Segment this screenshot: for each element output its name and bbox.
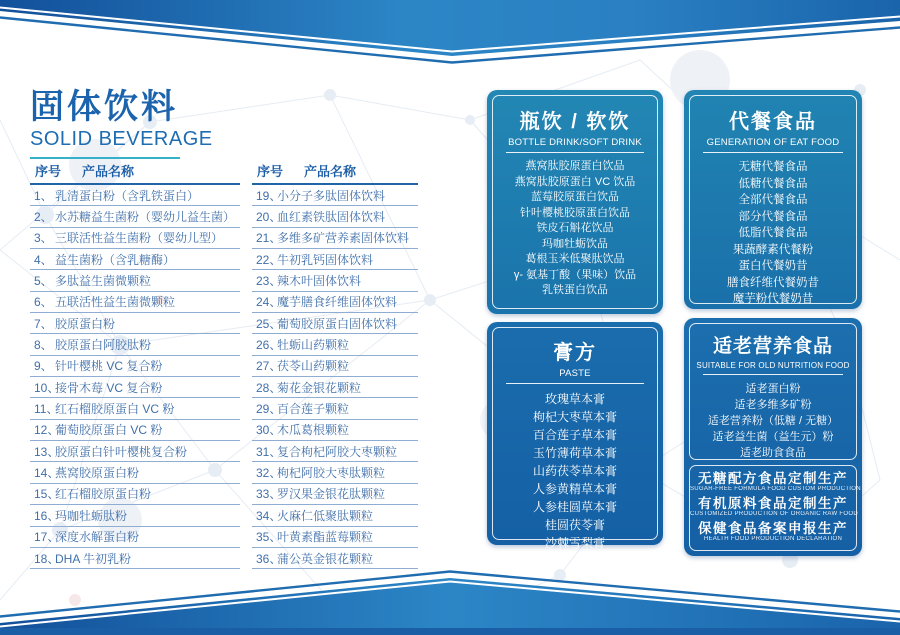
row-product-name: 多维多矿营养素固体饮料	[277, 231, 410, 246]
row-number: 24、	[256, 295, 282, 310]
row-number: 2、	[34, 210, 53, 225]
row-product-name: 火麻仁低聚肽颗粒	[277, 508, 374, 523]
product-table-column-1	[30, 161, 240, 569]
row-product-name: 辣木叶固体饮料	[277, 274, 362, 289]
table-row	[30, 505, 240, 526]
panel-item: 玛咖牡蛎饮品	[542, 237, 608, 250]
table-row	[30, 356, 240, 377]
table-row	[30, 249, 240, 270]
panel-item: 燕窝肽胶原蛋白 VC 饮品	[514, 175, 636, 188]
table-row	[252, 270, 418, 291]
table-row	[30, 292, 240, 313]
row-product-name: 叶黄素酯蓝莓颗粒	[277, 530, 374, 545]
table-row	[252, 441, 418, 462]
row-number: 11、	[34, 402, 59, 417]
table-row	[252, 313, 418, 334]
row-product-name: 木瓜葛根颗粒	[277, 423, 350, 438]
panel-subtitle: GENERATION OF EAT FOOD	[706, 137, 840, 148]
row-product-name: DHA 牛初乳粉	[55, 551, 132, 566]
panel-inner-box	[689, 95, 857, 304]
panel-item: 蓝莓胶原蛋白饮品	[531, 191, 619, 203]
column-header-number: 序号	[257, 164, 284, 179]
panel-item: 铁皮石斛花饮品	[536, 222, 614, 234]
row-product-name: 接骨木莓 VC 复合粉	[55, 380, 163, 395]
table-header	[30, 161, 240, 185]
row-number: 4、	[34, 252, 53, 267]
panel-title: 膏方	[553, 342, 597, 364]
row-number: 35、	[256, 530, 282, 545]
row-number: 25、	[256, 316, 282, 331]
panel-item: 百合莲子草本膏	[532, 428, 617, 442]
row-product-name: 燕窝胶原蛋白粉	[55, 466, 140, 481]
panel-item: 果蔬酵素代餐粉	[732, 243, 814, 256]
panel-inner-box	[492, 327, 658, 550]
row-product-name: 复合枸杞阿胶大枣颗粒	[277, 444, 398, 459]
table-row	[30, 334, 240, 355]
row-number: 15、	[34, 487, 60, 502]
row-product-name: 五联活性益生菌微颗粒	[55, 295, 176, 310]
row-number: 22、	[256, 252, 282, 267]
page-subtitle: SOLID BEVERAGE	[30, 128, 213, 150]
panel-divider	[506, 152, 644, 153]
row-number: 29、	[256, 402, 282, 417]
row-product-name: 乳清蛋白粉（含乳铁蛋白）	[55, 188, 200, 203]
panel-divider	[703, 374, 842, 375]
row-number: 9、	[34, 359, 53, 374]
row-product-name: 牡蛎山药颗粒	[277, 338, 350, 353]
table-row	[30, 441, 240, 462]
panel-item: 低脂代餐食品	[738, 227, 808, 239]
row-number: 5、	[34, 274, 53, 289]
row-product-name: 百合莲子颗粒	[277, 402, 350, 417]
table-row	[252, 505, 418, 526]
table-row	[252, 249, 418, 270]
row-number: 36、	[256, 551, 282, 566]
panel-item: 燕窝肽胶原蛋白饮品	[525, 160, 625, 172]
panel-item: 人参桂圆草本膏	[532, 500, 617, 514]
row-product-name: 胶原蛋白针叶樱桃复合粉	[55, 444, 188, 459]
panel-paste	[487, 322, 663, 550]
table-row	[30, 206, 240, 227]
row-number: 1、	[34, 188, 53, 203]
panel-item: 全部代餐食品	[738, 194, 808, 206]
panel-item-list	[493, 390, 657, 552]
table-row	[252, 527, 418, 548]
panel-item: 山药茯苓草本膏	[532, 464, 617, 478]
production-claims-list	[690, 471, 861, 543]
row-product-name: 益生菌粉（含乳糖酶）	[55, 252, 176, 267]
panel-item: 沙棘雪梨膏	[544, 536, 605, 550]
product-list-2	[252, 185, 418, 569]
table-row	[30, 185, 240, 206]
panel-item: 无糖代餐食品	[738, 161, 808, 173]
panel-item: 适老多维多矿粉	[734, 399, 812, 411]
row-number: 27、	[256, 359, 282, 374]
panel-item: 魔芋粉代餐奶昔	[732, 293, 814, 305]
panel-divider	[506, 383, 644, 384]
production-claim-en: SUGAR-FREE FORMULA FOOD CUSTOM PRODUCTION	[690, 486, 861, 492]
row-product-name: 三联活性益生菌粉（婴幼儿型）	[55, 231, 224, 246]
panel-item: 葛根玉米低聚肽饮品	[525, 253, 625, 265]
title-underline	[30, 157, 180, 159]
row-number: 14、	[34, 466, 60, 481]
column-header-product-name: 产品名称	[82, 164, 135, 179]
row-number: 17、	[34, 530, 60, 545]
panel-meal-replacement	[684, 90, 862, 309]
panel-title: 代餐食品	[729, 111, 817, 133]
panel-item: 玉竹薄荷草本膏	[532, 446, 617, 460]
row-number: 31、	[256, 444, 282, 459]
panel-item-list	[493, 159, 657, 299]
top-banner	[0, 0, 900, 72]
table-row	[30, 228, 240, 249]
production-claim	[690, 471, 861, 493]
production-claim-zh: 保健食品备案申报生产	[698, 521, 848, 536]
row-product-name: 红石榴胶原蛋白粉	[55, 487, 152, 502]
panel-item: 枸杞大枣草本膏	[532, 410, 617, 424]
table-row	[30, 484, 240, 505]
panel-item: 人参黄精草本膏	[532, 482, 617, 496]
row-product-name: 枸杞阿胶大枣肽颗粒	[277, 466, 386, 481]
row-number: 18、	[34, 551, 60, 566]
row-number: 16、	[34, 508, 60, 523]
production-claims-box	[689, 465, 861, 551]
table-row	[252, 377, 418, 398]
panel-title: 瓶饮 / 软饮	[519, 111, 631, 133]
row-number: 6、	[34, 295, 53, 310]
row-number: 12、	[34, 423, 60, 438]
product-list-1	[30, 185, 240, 569]
production-claim	[690, 496, 856, 518]
bottom-banner	[0, 565, 900, 635]
row-product-name: 葡萄胶原蛋白 VC 粉	[55, 423, 163, 438]
table-row	[252, 356, 418, 377]
panel-item-list	[690, 159, 856, 308]
row-product-name: 水苏糖益生菌粉（婴幼儿益生菌）	[55, 210, 236, 225]
panel-elderly-nutrition	[684, 318, 862, 556]
column-header-product-name: 产品名称	[304, 164, 357, 179]
column-header-number: 序号	[35, 164, 62, 179]
panel-item: 适老助食食品	[740, 447, 806, 459]
row-number: 19、	[256, 188, 282, 203]
row-number: 10、	[34, 380, 60, 395]
row-product-name: 胶原蛋白阿胶肽粉	[55, 338, 152, 353]
row-number: 34、	[256, 508, 282, 523]
row-number: 20、	[256, 210, 282, 225]
table-row	[252, 185, 418, 206]
panel-title: 适老营养食品	[712, 336, 833, 357]
table-row	[252, 292, 418, 313]
row-product-name: 牛初乳钙固体饮料	[277, 252, 374, 267]
row-number: 13、	[34, 444, 60, 459]
production-claim-zh: 有机原料食品定制生产	[698, 496, 848, 511]
panel-item: 蛋白代餐奶昔	[738, 260, 808, 272]
row-product-name: 魔芋膳食纤维固体饮料	[277, 295, 398, 310]
row-number: 7、	[34, 316, 53, 331]
panel-item: 玫瑰草本膏	[544, 392, 605, 406]
table-row	[30, 462, 240, 483]
production-claim-en: HEALTH FOOD PRODUCTION DECLARATION	[703, 536, 843, 542]
panel-bottle-soft-drink	[487, 90, 663, 314]
panel-inner-box	[689, 323, 857, 460]
row-product-name: 蒲公英金银花颗粒	[277, 551, 374, 566]
table-row	[252, 228, 418, 249]
panel-item: 部分代餐食品	[738, 210, 808, 223]
table-row	[30, 313, 240, 334]
panel-subtitle: BOTTLE DRINK/SOFT DRINK	[508, 137, 642, 148]
panel-item: 适老益生菌（益生元）粉	[712, 431, 834, 443]
row-product-name: 血红素铁肽固体饮料	[277, 210, 386, 225]
table-row	[252, 334, 418, 355]
row-product-name: 深度水解蛋白粉	[55, 530, 140, 545]
product-table-column-2	[252, 161, 418, 569]
row-number: 30、	[256, 423, 282, 438]
table-row	[30, 527, 240, 548]
table-row	[252, 398, 418, 419]
panel-item: 乳铁蛋白饮品	[542, 284, 608, 296]
row-product-name: 罗汉果金银花肽颗粒	[277, 487, 386, 502]
panel-divider	[703, 152, 842, 153]
page-title: 固体饮料	[30, 88, 178, 126]
row-product-name: 玛咖牡蛎肽粉	[55, 508, 128, 523]
panel-item: 低糖代餐食品	[738, 177, 808, 190]
panel-item: 膳食纤维代餐奶昔	[727, 276, 819, 289]
panel-item: γ- 氨基丁酸（果味）饮品	[513, 268, 637, 281]
table-row	[30, 377, 240, 398]
row-number: 33、	[256, 487, 282, 502]
table-row	[30, 270, 240, 291]
row-product-name: 茯苓山药颗粒	[277, 359, 350, 374]
production-claim	[690, 521, 856, 543]
row-product-name: 多肽益生菌微颗粒	[55, 274, 152, 289]
production-claim-zh: 无糖配方食品定制生产	[698, 471, 848, 486]
table-row	[252, 206, 418, 227]
row-product-name: 红石榴胶原蛋白 VC 粉	[55, 402, 175, 417]
row-number: 28、	[256, 380, 282, 395]
page-header	[30, 88, 213, 159]
row-product-name: 针叶樱桃 VC 复合粉	[55, 359, 163, 374]
row-product-name: 葡萄胶原蛋白固体饮料	[277, 316, 398, 331]
row-number: 8、	[34, 338, 53, 353]
panel-inner-box	[492, 95, 658, 309]
table-row	[30, 420, 240, 441]
panel-subtitle: SUITABLE FOR OLD NUTRITION FOOD	[696, 361, 850, 370]
row-number: 23、	[256, 274, 282, 289]
production-claim-en: CUSTOMIZED PRODUCTION OF ORGANIC RAW FOOD	[690, 511, 858, 517]
panel-item: 适老蛋白粉	[745, 383, 801, 395]
row-number: 26、	[256, 338, 282, 353]
row-product-name: 胶原蛋白粉	[55, 316, 116, 331]
row-number: 21、	[256, 231, 282, 246]
panel-item-list	[690, 381, 856, 461]
table-header	[252, 161, 418, 185]
panel-item: 针叶樱桃胶原蛋白饮品	[520, 206, 630, 219]
panel-item: 适老营养粉（低糖 / 无糖）	[707, 415, 839, 427]
table-row	[30, 398, 240, 419]
table-row	[252, 420, 418, 441]
panel-subtitle: PASTE	[559, 368, 591, 379]
row-product-name: 菊花金银花颗粒	[277, 380, 362, 395]
table-row	[252, 462, 418, 483]
table-row	[252, 484, 418, 505]
row-number: 32、	[256, 466, 282, 481]
row-product-name: 小分子多肽固体饮料	[277, 188, 386, 203]
panel-item: 桂圆茯苓膏	[544, 518, 605, 532]
row-number: 3、	[34, 231, 53, 246]
